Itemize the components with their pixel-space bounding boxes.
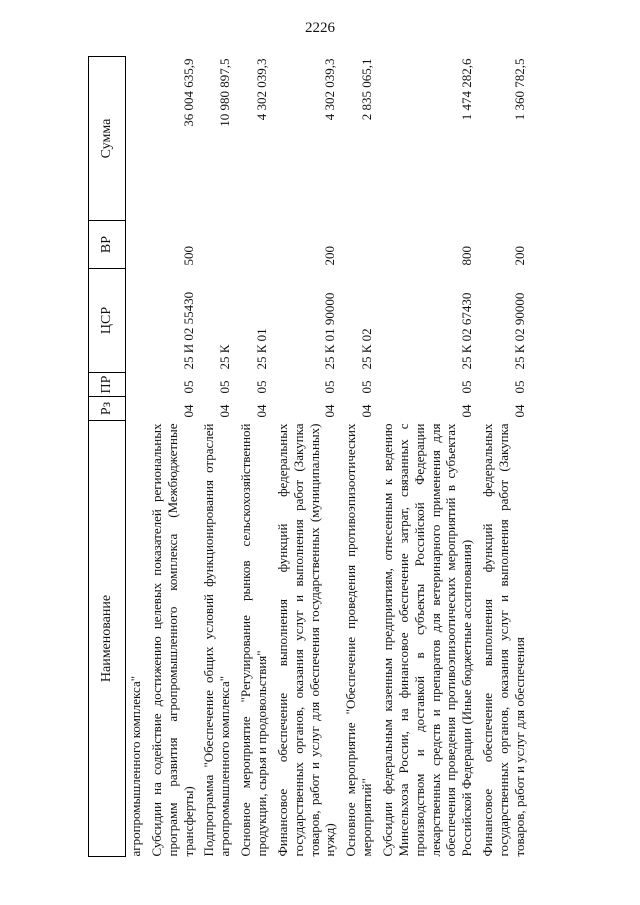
header-row xyxy=(89,57,126,857)
continuation-text: агропромышленного комплекса" xyxy=(128,675,143,857)
row-pr: 05 xyxy=(511,380,527,394)
row-sum: 1 474 282,6 xyxy=(459,58,475,121)
row-sum: 4 302 039,3 xyxy=(322,58,338,121)
row-sum: 4 302 039,3 xyxy=(254,58,270,121)
row-vr: 200 xyxy=(322,246,338,266)
row-csr: 25 К 02 xyxy=(359,328,375,370)
row-csr: 25 И 02 55430 xyxy=(180,291,196,370)
row-pr: 05 xyxy=(217,380,233,394)
row-name: Субсидии на содействие достижению целевых показателей региональных программ развития агропромышленного комплекса (Межбюджетные трансферты) xyxy=(148,423,196,857)
row-vr xyxy=(340,221,377,269)
row-rz: 04 xyxy=(180,404,196,418)
page-number: 2226 xyxy=(305,20,335,36)
row-pr: 05 xyxy=(459,380,475,394)
budget-table xyxy=(88,56,530,857)
row-vr: 800 xyxy=(459,246,475,266)
header-vr: ВР xyxy=(89,221,126,269)
row-csr: 25 К 01 xyxy=(254,328,270,370)
row-vr xyxy=(198,221,235,269)
table-row xyxy=(272,57,340,857)
header-csr: ЦСР xyxy=(89,269,126,373)
header-rz: Рз xyxy=(89,397,126,421)
row-sum: 2 835 065,1 xyxy=(359,58,375,121)
header-name: Наименование xyxy=(89,421,126,857)
row-rz: 04 xyxy=(511,404,527,418)
table-row xyxy=(377,57,477,857)
row-rz: 04 xyxy=(359,404,375,418)
row-name: Финансовое обеспечение выполнения функций федеральных государственных органов, оказания услуг и выполнения работ (Закупка товаров, работ и услуг для обеспечения xyxy=(480,423,527,857)
row-sum: 10 980 897,5 xyxy=(217,58,233,127)
row-pr: 05 xyxy=(359,380,375,394)
table-row xyxy=(146,57,199,857)
row-name: Основное мероприятие "Обеспечение проведения противоэпизоотических мероприятий" xyxy=(343,423,375,857)
row-rz: 04 xyxy=(459,404,475,418)
row-rz: 04 xyxy=(254,404,270,418)
table-row xyxy=(235,57,272,857)
row-sum: 36 004 635,9 xyxy=(180,58,196,127)
budget-table-wrapper xyxy=(88,57,548,857)
table-row xyxy=(340,57,377,857)
row-rz: 04 xyxy=(217,404,233,418)
row-pr: 05 xyxy=(254,380,270,394)
table-row xyxy=(198,57,235,857)
row-vr xyxy=(235,221,272,269)
row-vr: 500 xyxy=(180,246,196,266)
header-sum: Сумма xyxy=(89,57,126,221)
row-csr: 25 К xyxy=(217,344,233,370)
row-sum: 1 360 782,5 xyxy=(511,58,527,121)
table-row xyxy=(477,57,530,857)
row-csr: 25 К 01 90000 xyxy=(322,292,338,370)
row-vr: 200 xyxy=(511,246,527,266)
row-rz: 04 xyxy=(322,404,338,418)
row-name: Подпрограмма "Обеспечение общих условий функционирования отраслей агропромышленного комплекса" xyxy=(201,423,233,857)
row-name: Субсидии федеральным казенным предприятиям, отнесенным к ведению Минсельхоза России, на финансовое обеспечение затрат, связанных с производством и доставкой в субъекты Российской Федерации лекарственных средств и препаратов для ветеринарного применения для обеспечения проведения противоэпизоотических мероприятий в субъектах Российской Федерации (Иные бюджетные ассигнования) xyxy=(380,423,475,857)
row-pr: 05 xyxy=(180,380,196,394)
table-row xyxy=(126,57,146,857)
row-csr: 25 К 02 90000 xyxy=(511,292,527,370)
row-name: Финансовое обеспечение выполнения функций федеральных государственных органов, оказания услуг и выполнения работ (Закупка товаров, работ и услуг для обеспечения государственных (муниципальных) нужд) xyxy=(274,423,338,857)
row-csr: 25 К 02 67430 xyxy=(459,292,475,370)
header-pr: ПР xyxy=(89,373,126,397)
row-pr: 05 xyxy=(322,380,338,394)
row-name: Основное мероприятие "Регулирование рынков сельскохозяйственной продукции, сырья и продовольствия" xyxy=(238,423,270,857)
